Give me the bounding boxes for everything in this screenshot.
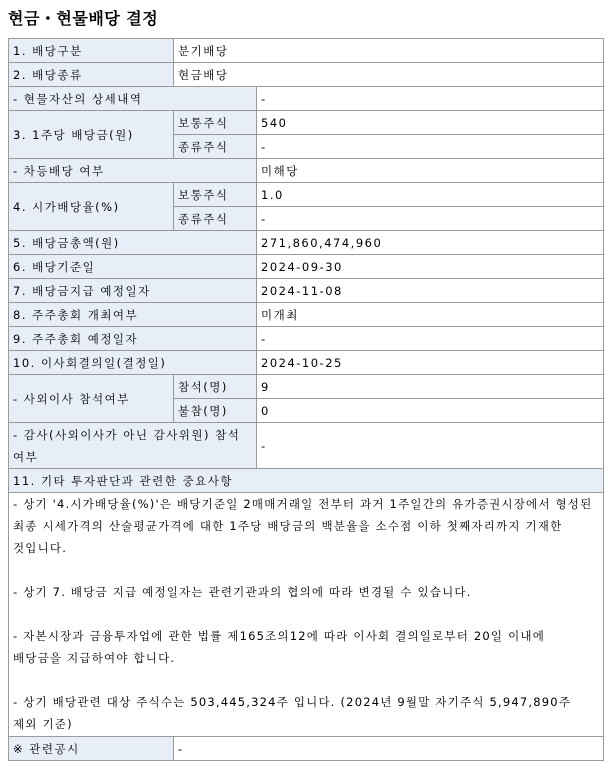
value-dps-common: 540	[257, 111, 604, 135]
label-agm-date: 9. 주주총회 예정일자	[9, 327, 257, 351]
row-total-amount	[9, 231, 604, 255]
label-outside-directors: - 사외이사 참석여부	[9, 375, 174, 423]
page-title: 현금・현물배당 결정	[8, 9, 159, 28]
value-payment-date: 2024-11-08	[257, 279, 604, 303]
label-yield-common-stock: 보통주식	[174, 183, 257, 207]
row-inkind-detail	[9, 87, 604, 111]
row-board-date	[9, 351, 604, 375]
value-dividend-kind: 현금배당	[174, 63, 604, 87]
value-inkind-detail: -	[257, 87, 604, 111]
label-agm-held: 8. 주주총회 개최여부	[9, 303, 257, 327]
label-related-disclosure: ※ 관련공시	[9, 737, 174, 761]
value-record-date: 2024-09-30	[257, 255, 604, 279]
label-common-stock: 보통주식	[174, 111, 257, 135]
value-attended: 9	[257, 375, 604, 399]
label-attended: 참석(명)	[174, 375, 257, 399]
row-auditor-attend	[9, 423, 604, 469]
row-yield-common	[9, 183, 604, 207]
value-dividend-type: 분기배당	[174, 39, 604, 63]
row-other-matters-header	[9, 469, 604, 493]
dividend-table	[8, 38, 604, 761]
row-dividend-type	[9, 39, 604, 63]
label-yield-preferred-stock: 종류주식	[174, 207, 257, 231]
label-dividend-kind: 2. 배당종류	[9, 63, 174, 87]
value-absent: 0	[257, 399, 604, 423]
value-total-amount: 271,860,474,960	[257, 231, 604, 255]
label-payment-date: 7. 배당금지급 예정일자	[9, 279, 257, 303]
note-item: - 상기 '4.시가배당율(%)'은 배당기준일 2매매거래일 전부터 과거 1주일간의 유가증권시장에서 형성된 최종 시세가격의 산술평균가격에 대한 1주당 배당금의 백분율을 소수점 이하 첫째자리까지 기재한 것입니다.	[13, 497, 593, 555]
label-dividend-type: 1. 배당구분	[9, 39, 174, 63]
label-dividend-per-share: 3. 1주당 배당금(원)	[9, 111, 174, 159]
value-agm-held: 미개최	[257, 303, 604, 327]
label-absent: 불참(명)	[174, 399, 257, 423]
row-other-matters-body	[9, 493, 604, 737]
row-dps-common	[9, 111, 604, 135]
value-differential: 미해당	[257, 159, 604, 183]
value-related-disclosure: -	[174, 737, 604, 761]
other-matters-notes	[9, 493, 604, 737]
label-record-date: 6. 배당기준일	[9, 255, 257, 279]
row-agm-date	[9, 327, 604, 351]
row-agm-held	[9, 303, 604, 327]
row-outside-attend	[9, 375, 604, 399]
row-dividend-kind	[9, 63, 604, 87]
value-yield-common: 1.0	[257, 183, 604, 207]
label-auditor-attend: - 감사(사외이사가 아닌 감사위원) 참석여부	[9, 423, 257, 469]
label-differential: - 차등배당 여부	[9, 159, 257, 183]
row-differential	[9, 159, 604, 183]
row-related-disclosure	[9, 737, 604, 761]
label-total-amount: 5. 배당금총액(원)	[9, 231, 257, 255]
value-auditor-attend: -	[257, 423, 604, 469]
label-board-date: 10. 이사회결의일(결정일)	[9, 351, 257, 375]
label-dividend-yield: 4. 시가배당율(%)	[9, 183, 174, 231]
row-payment-date	[9, 279, 604, 303]
label-other-matters: 11. 기타 투자판단과 관련한 중요사항	[9, 469, 604, 493]
value-agm-date: -	[257, 327, 604, 351]
value-board-date: 2024-10-25	[257, 351, 604, 375]
value-dps-preferred: -	[257, 135, 604, 159]
row-record-date	[9, 255, 604, 279]
note-item: - 상기 7. 배당금 지급 예정일자는 관련기관과의 협의에 따라 변경될 수 있습니다.	[13, 585, 472, 599]
label-preferred-stock: 종류주식	[174, 135, 257, 159]
note-item: - 자본시장과 금융투자업에 관한 법률 제165조의12에 따라 이사회 결의일로부터 20일 이내에 배당금을 지급하여야 합니다.	[13, 629, 546, 665]
value-yield-preferred: -	[257, 207, 604, 231]
note-item: - 상기 배당관련 대상 주식수는 503,445,324주 입니다. (2024년 9월말 자기주식 5,947,890주 제외 기준)	[13, 695, 572, 731]
label-inkind-detail: - 현물자산의 상세내역	[9, 87, 257, 111]
